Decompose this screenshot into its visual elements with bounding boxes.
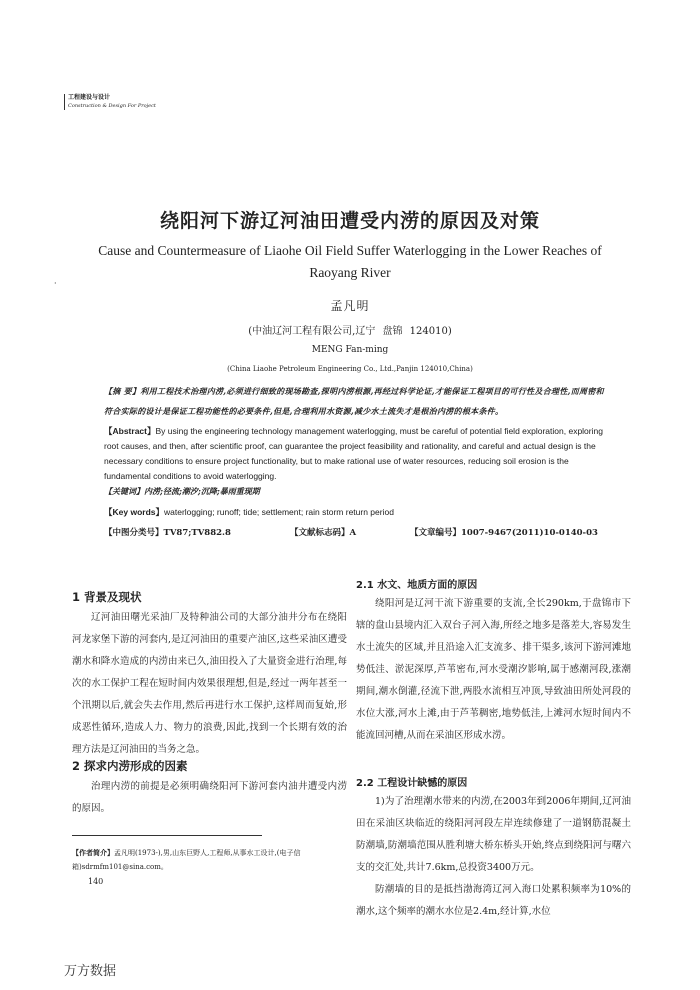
author-footnote: [72, 846, 347, 874]
section-2-body: 治理内涝的前提是必须明确绕阳河下游河套内油井遭受内涝的原因。: [72, 781, 347, 814]
document-code: 【文献标志码】A: [290, 528, 357, 538]
keywords-cn-label: 【关键词】: [104, 486, 144, 496]
section-1-body: 辽河油田曙光采油厂及特种油公司的大部分油井分布在绕阳河龙家堡下游的河套内,是辽河油田的重要产油区,这些采油区遭受潮水和降水造成的内涝由来已久,油田投入了大量资金进行治理,每次的水工保护工程在短时间内效果很理想,但是,经过一两年甚至一个汛期以后,就会失去作用,然后再进行水工保护,这样周而复始,形成恶性循环,造成人力、物力的浪费,因此,找到一个长期有效的治理方法是辽河油田的当务之急。: [72, 612, 347, 755]
abstract-en-label: 【Abstract】: [104, 426, 156, 436]
article-number: 【文章编号】1007-9467(2011)10-0140-03: [410, 528, 598, 538]
keywords-cn-text: 内涝;径流;潮汐;沉降;暴雨重现期: [144, 486, 260, 496]
page-number: 140: [88, 877, 104, 886]
abstract-cn-text: 利用工程技术治理内涝,必须进行细致的现场勘查,探明内涝根源,再经过科学论证,才能保证工程项目的可行性及合理性,而周密和符合实际的设计是保证工程功能性的必要条件,但是,合理利用水资源,减少水土流失才是根治内涝的根本条件。: [104, 386, 604, 416]
journal-header: [64, 94, 156, 110]
keywords-en-text: waterlogging; runoff; tide; settlement; rain storm return period: [164, 507, 394, 517]
journal-name-en: Construction & Design For Project: [68, 103, 156, 109]
author-name-en: MENG Fan-ming: [311, 345, 389, 355]
title-cn: 绕阳河下游辽河油田遭受内涝的原因及对策: [159, 210, 540, 232]
abstract-cn-label: 【摘 要】: [104, 386, 141, 396]
section-2-1-heading: 2.1 水文、地质方面的原因: [356, 580, 478, 591]
margin-mark: ·: [54, 279, 57, 288]
keywords-cn: [104, 486, 604, 497]
title-en: Cause and Countermeasure of Liaohe Oil Field Suffer Waterlogging in the Lower Reaches of Raoyang River: [98, 243, 602, 280]
abstract-cn: [104, 381, 604, 421]
author-name-cn: 孟凡明: [330, 299, 370, 313]
journal-name-cn: 工程建设与设计: [68, 94, 111, 101]
clc-number: 【中图分类号】TV87;TV882.8: [104, 528, 231, 538]
section-2-heading: 2 探求内涝形成的因素: [72, 759, 188, 773]
affiliation-en: (China Liaohe Petroleum Engineering Co., Ltd.,Panjin 124010,China): [227, 365, 473, 373]
keywords-en-label: 【Key words】: [104, 507, 164, 517]
section-2-2-heading: 2.2 工程设计缺憾的原因: [356, 778, 468, 789]
section-1-heading: 1 背景及现状: [72, 590, 142, 604]
footnote-text: 孟凡明(1973-),男,山东巨野人,工程师,从事水工设计,(电子信箱)sdrmfm101@sina.com。: [72, 849, 301, 871]
section-2-2-body-2: 防潮墙的目的是抵挡渤海湾辽河入海口处累积频率为10%的潮水,这个频率的潮水水位是2.4m,经计算,水位: [356, 884, 631, 917]
section-2-2-body-1: 1)为了治理潮水带来的内涝,在2003年到2006年期间,辽河油田在采油区块临近的绕阳河河段左岸连续修建了一道钢筋混凝土防潮墙,防潮墙范围从胜利塘大桥东桥头开始,终点到绕阳河与曙六支的交汇处,共计7.6km,总投资3400万元。: [356, 796, 631, 873]
abstract-en-text: By using the engineering technology management waterlogging, must be careful of potential field exploration, exploring root causes, and then, after scientific proof, can guarantee the project feasibility and rationality, and careful and actual design is the necessary conditions to ensure project functionality, but to make rational use of water resources, reducing soil erosion is the fundamental conditions to avoid waterlogging.: [104, 426, 603, 481]
footnote-divider: [72, 835, 262, 836]
footnote-label: 【作者简介】: [72, 848, 114, 857]
affiliation-cn: (中油辽河工程有限公司,辽宁 盘锦 124010): [248, 326, 452, 337]
keywords-en: [104, 506, 604, 518]
abstract-en: [104, 424, 604, 484]
section-2-1-body: 绕阳河是辽河干流下游重要的支流,全长290km,于盘锦市下辖的盘山县境内汇入双台子河入海,所经之地多是落差大,容易发生水土流失的区域,并且沿途入汇支流多、排干渠多,该河下游河滩地势低洼、淤泥深厚,芦苇密布,河水受潮汐影响,属于感潮河段,涨潮期间,潮水倒灌,径流下泄,两股水流相互冲顶,导致油田所处河段的水位大涨,河水上滩,由于芦苇稠密,地势低洼,上滩河水短时间内不能流回河槽,从而在采油区形成水涝。: [356, 598, 631, 741]
wanfang-watermark: 万方数据: [64, 964, 117, 979]
